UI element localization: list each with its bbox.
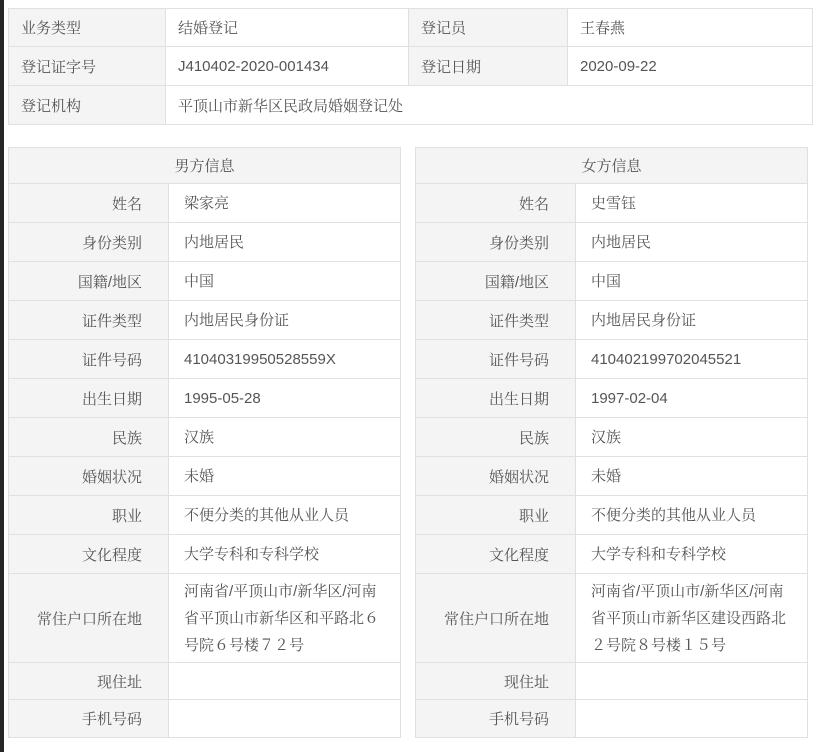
field-label: 证件类型 (416, 301, 576, 339)
field-value: 410402199702045521 (591, 350, 742, 368)
field-value: 内地居民身份证 (184, 311, 290, 329)
field-row (416, 700, 807, 737)
field-label: 职业 (416, 496, 576, 534)
bride-table-title: 女方信息 (416, 148, 807, 184)
field-label: 常住户口所在地 (416, 574, 576, 662)
field-value: 史雪钰 (591, 194, 637, 212)
field-value: 内地居民 (591, 233, 652, 251)
field-value: 内地居民身份证 (591, 311, 697, 329)
field-row (416, 663, 807, 700)
field-value: 河南省/平顶山市/新华区/河南省平顶山市新华区建设西路北２号院８号楼１５号 (591, 582, 787, 654)
business-type-label: 业务类型 (9, 9, 166, 47)
field-row (416, 379, 807, 418)
field-label: 姓名 (416, 184, 576, 222)
field-label: 出生日期 (9, 379, 169, 417)
office-label: 登记机构 (9, 86, 166, 125)
field-row (416, 574, 807, 663)
field-value: 不便分类的其他从业人员 (591, 506, 757, 524)
field-row (9, 457, 400, 496)
bride-info-table (415, 147, 808, 738)
left-edge-strip (0, 0, 4, 752)
field-value: 未婚 (591, 467, 622, 485)
field-row (9, 700, 400, 737)
field-value: 中国 (184, 272, 215, 290)
field-row (416, 184, 807, 223)
field-row (416, 223, 807, 262)
certificate-no-label: 登记证字号 (9, 47, 166, 86)
field-row (416, 340, 807, 379)
field-label: 文化程度 (9, 535, 169, 573)
field-label: 姓名 (9, 184, 169, 222)
field-row (9, 379, 400, 418)
field-row (416, 262, 807, 301)
field-label: 现住址 (9, 663, 169, 699)
parties-section (8, 147, 808, 738)
registrar-label: 登记员 (409, 9, 568, 47)
field-row (416, 496, 807, 535)
field-label: 证件号码 (9, 340, 169, 378)
field-label: 民族 (416, 418, 576, 456)
business-type-value: 结婚登记 (166, 9, 409, 47)
field-label: 国籍/地区 (9, 262, 169, 300)
groom-info-table (8, 147, 401, 738)
field-label: 出生日期 (416, 379, 576, 417)
field-value: 中国 (591, 272, 622, 290)
field-label: 证件类型 (9, 301, 169, 339)
field-row (9, 663, 400, 700)
field-label: 婚姻状况 (416, 457, 576, 495)
field-value: 1997-02-04 (591, 389, 668, 407)
field-value: 未婚 (184, 467, 215, 485)
bride-fields (416, 184, 807, 737)
field-label: 证件号码 (416, 340, 576, 378)
field-label: 手机号码 (416, 700, 576, 737)
field-row (9, 535, 400, 574)
registrar-value: 王春燕 (568, 9, 813, 47)
field-label: 民族 (9, 418, 169, 456)
field-row (9, 301, 400, 340)
field-value (169, 700, 400, 737)
field-row (416, 457, 807, 496)
field-value (576, 700, 807, 737)
field-row (9, 262, 400, 301)
field-label: 婚姻状况 (9, 457, 169, 495)
groom-fields (9, 184, 400, 737)
field-value: 41040319950528559X (184, 350, 336, 368)
field-label: 现住址 (416, 663, 576, 699)
field-row (416, 535, 807, 574)
field-value: 内地居民 (184, 233, 245, 251)
field-value (169, 663, 400, 699)
field-label: 国籍/地区 (416, 262, 576, 300)
field-value: 河南省/平顶山市/新华区/河南省平顶山市新华区和平路北６号院６号楼７２号 (184, 582, 380, 654)
field-label: 职业 (9, 496, 169, 534)
field-value: 汉族 (184, 428, 215, 446)
field-row (416, 301, 807, 340)
certificate-no-value: J410402-2020-001434 (166, 47, 409, 86)
field-row (9, 496, 400, 535)
field-label: 身份类别 (416, 223, 576, 261)
groom-table-title: 男方信息 (9, 148, 400, 184)
field-value (576, 663, 807, 699)
field-label: 身份类别 (9, 223, 169, 261)
field-value: 不便分类的其他从业人员 (184, 506, 350, 524)
registration-summary-table (8, 8, 813, 125)
field-row (9, 574, 400, 663)
field-value: 大学专科和专科学校 (184, 545, 320, 563)
register-date-value: 2020-09-22 (568, 47, 813, 86)
field-row (9, 184, 400, 223)
field-value: 1995-05-28 (184, 389, 261, 407)
field-value: 大学专科和专科学校 (591, 545, 727, 563)
field-row (416, 418, 807, 457)
field-row (9, 418, 400, 457)
field-label: 常住户口所在地 (9, 574, 169, 662)
register-date-label: 登记日期 (409, 47, 568, 86)
field-row (9, 223, 400, 262)
field-row (9, 340, 400, 379)
field-label: 手机号码 (9, 700, 169, 737)
office-value: 平顶山市新华区民政局婚姻登记处 (166, 86, 813, 125)
field-value: 梁家亮 (184, 194, 230, 212)
field-label: 文化程度 (416, 535, 576, 573)
field-value: 汉族 (591, 428, 622, 446)
